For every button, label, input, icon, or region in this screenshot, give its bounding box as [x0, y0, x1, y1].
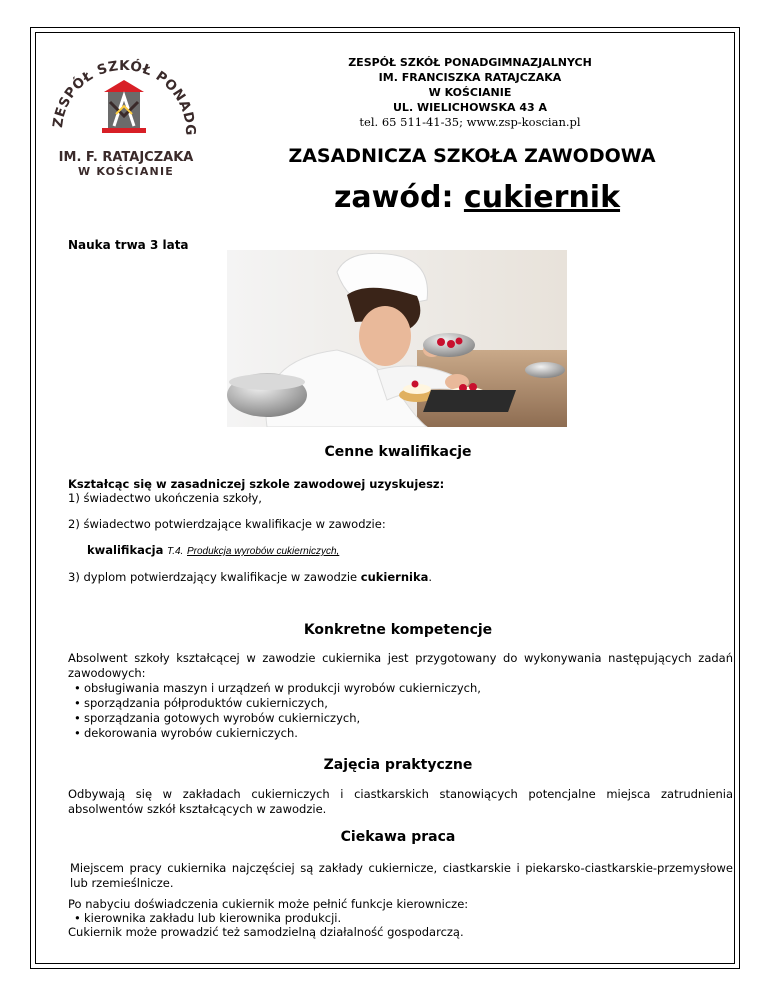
competences-list	[68, 681, 733, 741]
school-logo	[44, 40, 214, 182]
work-text-2: Po nabyciu doświadczenia cukiernik może pełnić funkcje kierownicze:	[68, 897, 469, 911]
qualifications-intro	[68, 477, 733, 492]
masonic-emblem-icon	[102, 80, 146, 133]
qualification-item-3-end: .	[428, 570, 433, 584]
profession-prefix: zawód:	[333, 180, 454, 215]
list-item: • kierownika zakładu lub kierownika produkcji.	[68, 911, 733, 926]
section-qualifications-title: Cenne kwalifikacje	[324, 444, 472, 460]
list-item: • dekorowania wyrobów cukierniczych.	[68, 726, 733, 741]
header-contact	[300, 115, 640, 130]
work-list	[68, 911, 733, 926]
practice-text: Odbywają się w zakładach cukierniczych i ciastkarskich stanowiących potencjalne miejsca zatrudnienia absolwentów szkół kształcących w zawodzie.	[68, 787, 733, 816]
section-practice-title: Zajęcia praktyczne	[323, 757, 473, 773]
qualification-name: Produkcja wyrobów cukierniczych,	[187, 546, 340, 557]
qualifications-intro-text: Kształcąc się w zasadniczej szkole zawodowej uzyskujesz:	[68, 477, 445, 491]
work-text-1: Miejscem pracy cukiernika najczęściej są zakłady cukiernicze, ciastkarskie i piekarsko-ciastkarskie-przemysłowe lub rzemieślnicze.	[70, 861, 733, 890]
logo-arc-text: ZESPÓŁ SZKÓŁ PONADG	[50, 57, 199, 137]
qualification-item-3	[68, 570, 733, 585]
section-competences-title: Konkretne kompetencje	[303, 622, 493, 638]
work-text-3: Cukiernik może prowadzić też samodzielną działalność gospodarczą.	[68, 925, 464, 939]
qualification-item-3-text: dyplom potwierdzający kwalifikacje w zawodzie	[83, 570, 358, 584]
qualification-item-3-bold: cukiernika	[360, 570, 429, 584]
school-type-title: ZASADNICZA SZKOŁA ZAWODOWA	[288, 145, 656, 167]
section-work-title: Ciekawa praca	[340, 829, 456, 845]
qualification-code-line	[87, 543, 752, 559]
list-item: • sporządzania gotowych wyrobów cukierniczych,	[68, 711, 733, 726]
qualification-item-2	[68, 517, 733, 532]
qualification-item-1	[68, 491, 733, 506]
list-item: • obsługiwania maszyn i urządzeń w produkcji wyrobów cukierniczych,	[68, 681, 733, 696]
qualification-item-1-text: świadectwo ukończenia szkoły,	[83, 491, 262, 505]
qualification-item-2-num: 2)	[68, 517, 80, 531]
pastry-chef-photo	[227, 250, 567, 427]
header-line-4: UL. WIELICHOWSKA 43 A	[393, 101, 547, 114]
qualification-code: T.4.	[167, 546, 184, 557]
profession-title	[232, 180, 722, 215]
school-header	[300, 55, 640, 130]
qualification-item-1-num: 1)	[68, 491, 80, 505]
pastry-chef-photo-graphic	[227, 250, 567, 427]
logo-line1: IM. F. RATAJCZAKA	[58, 150, 194, 165]
school-logo-graphic	[44, 40, 214, 182]
qualification-item-3-num: 3)	[68, 570, 80, 584]
logo-line2: W KOŚCIANIE	[78, 165, 174, 178]
profession-name: cukiernik	[463, 180, 621, 215]
list-item: • sporządzania półproduktów cukierniczych,	[68, 696, 733, 711]
header-line-3: W KOŚCIANIE	[428, 86, 512, 99]
competences-intro: Absolwent szkoły kształcącej w zawodzie cukiernika jest przygotowany do wykonywania następujących zadań zawodowych:	[68, 651, 733, 680]
header-tel: tel. 65 511-41-35;	[359, 115, 463, 129]
header-line-1: ZESPÓŁ SZKÓŁ PONADGIMNAZJALNYCH	[348, 56, 592, 69]
qualification-label: kwalifikacja	[87, 543, 164, 557]
study-duration: Nauka trwa 3 lata	[68, 238, 189, 252]
header-web: www.zsp-koscian.pl	[466, 115, 581, 129]
header-line-2: IM. FRANCISZKA RATAJCZAKA	[378, 71, 562, 84]
qualification-item-2-text: świadectwo potwierdzające kwalifikacje w zawodzie:	[83, 517, 386, 531]
